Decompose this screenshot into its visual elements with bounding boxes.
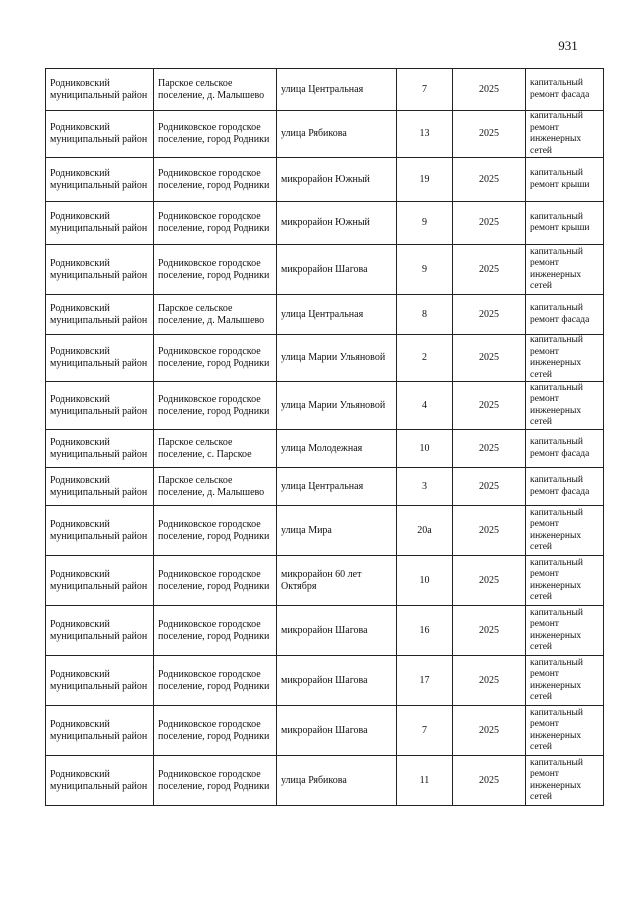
work-type-cell: капитальный ремонт фасада	[526, 430, 604, 468]
district-cell: Родниковский муниципальный район	[46, 656, 154, 706]
settlement-cell: Родниковское городское поселение, город Родники	[154, 556, 277, 606]
street-cell: улица Центральная	[277, 295, 397, 335]
house-number-cell: 2	[397, 335, 453, 382]
settlement-cell: Родниковское городское поселение, город Родники	[154, 382, 277, 430]
street-cell: микрорайон Шагова	[277, 656, 397, 706]
table-row	[46, 335, 604, 382]
year-cell: 2025	[453, 656, 526, 706]
work-type-cell: капитальный ремонт инженерных сетей	[526, 656, 604, 706]
district-cell: Родниковский муниципальный район	[46, 245, 154, 295]
house-number-cell: 19	[397, 158, 453, 202]
street-cell: микрорайон Шагова	[277, 245, 397, 295]
page-number: 931	[558, 38, 578, 53]
settlement-cell: Родниковское городское поселение, город Родники	[154, 158, 277, 202]
street-cell: улица Мира	[277, 506, 397, 556]
table-row	[46, 111, 604, 158]
house-number-cell: 11	[397, 756, 453, 806]
district-cell: Родниковский муниципальный район	[46, 202, 154, 245]
year-cell: 2025	[453, 382, 526, 430]
settlement-cell: Парское сельское поселение, д. Малышево	[154, 69, 277, 111]
work-type-cell: капитальный ремонт фасада	[526, 468, 604, 506]
district-cell: Родниковский муниципальный район	[46, 111, 154, 158]
street-cell: улица Центральная	[277, 468, 397, 506]
settlement-cell: Родниковское городское поселение, город Родники	[154, 706, 277, 756]
settlement-cell: Родниковское городское поселение, город Родники	[154, 335, 277, 382]
table-row	[46, 382, 604, 430]
table-row	[46, 430, 604, 468]
work-type-cell: капитальный ремонт инженерных сетей	[526, 245, 604, 295]
year-cell: 2025	[453, 295, 526, 335]
house-number-cell: 16	[397, 606, 453, 656]
street-cell: микрорайон Южный	[277, 158, 397, 202]
street-cell: улица Рябикова	[277, 111, 397, 158]
house-number-cell: 10	[397, 430, 453, 468]
table-row	[46, 556, 604, 606]
settlement-cell: Родниковское городское поселение, город Родники	[154, 656, 277, 706]
table-row	[46, 468, 604, 506]
year-cell: 2025	[453, 606, 526, 656]
district-cell: Родниковский муниципальный район	[46, 158, 154, 202]
year-cell: 2025	[453, 111, 526, 158]
year-cell: 2025	[453, 506, 526, 556]
district-cell: Родниковский муниципальный район	[46, 706, 154, 756]
year-cell: 2025	[453, 202, 526, 245]
year-cell: 2025	[453, 468, 526, 506]
year-cell: 2025	[453, 556, 526, 606]
table-row	[46, 69, 604, 111]
work-type-cell: капитальный ремонт крыши	[526, 202, 604, 245]
house-number-cell: 9	[397, 202, 453, 245]
settlement-cell: Родниковское городское поселение, город Родники	[154, 111, 277, 158]
street-cell: улица Молодежная	[277, 430, 397, 468]
house-number-cell: 3	[397, 468, 453, 506]
street-cell: микрорайон 60 лет Октября	[277, 556, 397, 606]
table-row	[46, 245, 604, 295]
settlement-cell: Родниковское городское поселение, город Родники	[154, 202, 277, 245]
street-cell: микрорайон Шагова	[277, 606, 397, 656]
work-type-cell: капитальный ремонт инженерных сетей	[526, 506, 604, 556]
year-cell: 2025	[453, 158, 526, 202]
table-row	[46, 606, 604, 656]
district-cell: Родниковский муниципальный район	[46, 69, 154, 111]
work-type-cell: капитальный ремонт инженерных сетей	[526, 111, 604, 158]
street-cell: микрорайон Шагова	[277, 706, 397, 756]
district-cell: Родниковский муниципальный район	[46, 430, 154, 468]
work-type-cell: капитальный ремонт инженерных сетей	[526, 706, 604, 756]
house-number-cell: 10	[397, 556, 453, 606]
district-cell: Родниковский муниципальный район	[46, 756, 154, 806]
district-cell: Родниковский муниципальный район	[46, 295, 154, 335]
settlement-cell: Родниковское городское поселение, город Родники	[154, 756, 277, 806]
housing-repair-table	[45, 68, 604, 806]
street-cell: улица Центральная	[277, 69, 397, 111]
settlement-cell: Родниковское городское поселение, город Родники	[154, 606, 277, 656]
table-row	[46, 706, 604, 756]
house-number-cell: 7	[397, 69, 453, 111]
work-type-cell: капитальный ремонт инженерных сетей	[526, 335, 604, 382]
district-cell: Родниковский муниципальный район	[46, 382, 154, 430]
work-type-cell: капитальный ремонт фасада	[526, 295, 604, 335]
district-cell: Родниковский муниципальный район	[46, 556, 154, 606]
house-number-cell: 7	[397, 706, 453, 756]
table-row	[46, 756, 604, 806]
table-row	[46, 158, 604, 202]
table-row	[46, 295, 604, 335]
work-type-cell: капитальный ремонт фасада	[526, 69, 604, 111]
work-type-cell: капитальный ремонт инженерных сетей	[526, 382, 604, 430]
house-number-cell: 9	[397, 245, 453, 295]
year-cell: 2025	[453, 69, 526, 111]
house-number-cell: 20а	[397, 506, 453, 556]
street-cell: микрорайон Южный	[277, 202, 397, 245]
house-number-cell: 17	[397, 656, 453, 706]
year-cell: 2025	[453, 335, 526, 382]
settlement-cell: Парское сельское поселение, д. Малышево	[154, 468, 277, 506]
settlement-cell: Родниковское городское поселение, город Родники	[154, 506, 277, 556]
district-cell: Родниковский муниципальный район	[46, 468, 154, 506]
district-cell: Родниковский муниципальный район	[46, 606, 154, 656]
settlement-cell: Родниковское городское поселение, город Родники	[154, 245, 277, 295]
year-cell: 2025	[453, 706, 526, 756]
year-cell: 2025	[453, 245, 526, 295]
house-number-cell: 8	[397, 295, 453, 335]
work-type-cell: капитальный ремонт инженерных сетей	[526, 606, 604, 656]
year-cell: 2025	[453, 756, 526, 806]
settlement-cell: Парское сельское поселение, с. Парское	[154, 430, 277, 468]
table-row	[46, 202, 604, 245]
street-cell: улица Рябикова	[277, 756, 397, 806]
year-cell: 2025	[453, 430, 526, 468]
table-body	[46, 69, 604, 806]
table-row	[46, 506, 604, 556]
work-type-cell: капитальный ремонт крыши	[526, 158, 604, 202]
district-cell: Родниковский муниципальный район	[46, 506, 154, 556]
table-row	[46, 656, 604, 706]
work-type-cell: капитальный ремонт инженерных сетей	[526, 556, 604, 606]
district-cell: Родниковский муниципальный район	[46, 335, 154, 382]
street-cell: улица Марии Ульяновой	[277, 382, 397, 430]
settlement-cell: Парское сельское поселение, д. Малышево	[154, 295, 277, 335]
house-number-cell: 4	[397, 382, 453, 430]
street-cell: улица Марии Ульяновой	[277, 335, 397, 382]
house-number-cell: 13	[397, 111, 453, 158]
work-type-cell: капитальный ремонт инженерных сетей	[526, 756, 604, 806]
